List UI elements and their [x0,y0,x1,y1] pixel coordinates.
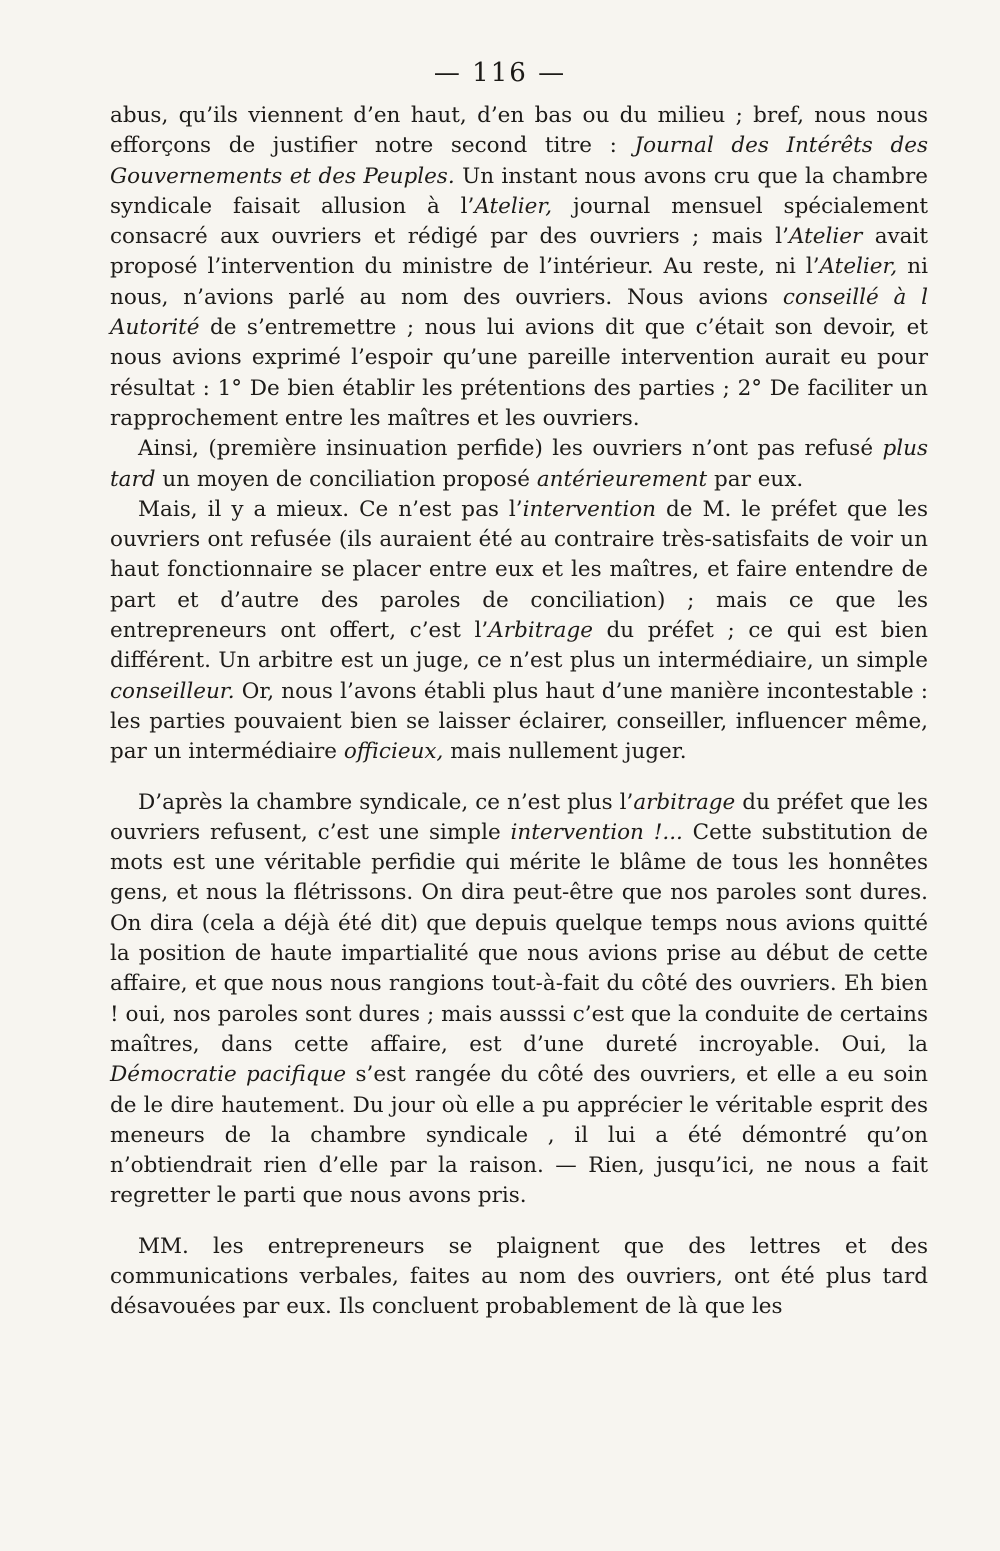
body-text [110,101,928,1323]
text-run: Mais, il y a mieux. Ce n’est pas l’ [138,496,523,522]
text-run: un moyen de conciliation proposé [155,466,537,492]
italic-text: antérieurement [536,466,708,492]
page-number: — 116 — [433,58,567,88]
text-run: du préfet ; ce qui est bien différent. Un arbitre est un juge, ce n’est plus un intermédiaire, un simple [110,618,929,674]
italic-text: officieux, [343,739,444,765]
italic-text: Démocratie pacifique [110,1062,347,1088]
text-run: journal mensuel spécialement consacré aux ouvriers et rédigé par des ouvriers ; mais l’ [110,193,928,250]
italic-text: Atelier [788,224,863,250]
text-run: du préfet que les ouvriers refusent, c’est une simple [110,789,928,845]
paragraph-3 [110,495,928,768]
text-run: s’est rangée du côté des ouvriers, et elle a eu soin de le dire hautement. Du jour où elle a pu apprécier le véritable esprit des meneurs de la chambre syndicale , il lui a été démontré qu’on n’obtiendrait rien d’elle par la raison. — Rien, jusqu’ici, ne nous a fait regretter le parti que nous avons pris. [110,1062,928,1209]
paragraph-2 [110,434,928,495]
italic-text: Atelier, [819,254,898,280]
italic-text: plus tard [110,436,928,492]
italic-text: conseilleur. [110,678,235,704]
text-run: avait proposé l’intervention du ministre de l’intérieur. Au reste, ni l’ [110,224,928,280]
text-run: par eux. [707,466,804,492]
italic-text: intervention !... [510,819,683,845]
italic-text: arbitrage [633,789,736,815]
text-run: de s’entremettre ; nous lui avions dit que c’était son devoir, et nous avions exprimé l’espoir qu’une pareille intervention aurait eu pour résultat : 1° De bien établir les prétentions des parties ; 2° De faciliter un rapprochement entre les maîtres et les ouvriers. [110,315,928,431]
italic-text: intervention [522,496,657,522]
text-run: D’après la chambre syndicale, ce n’est plus l’ [138,789,634,815]
paragraph-4 [110,788,928,1212]
text-run: MM. les entrepreneurs se plaignent que des lettres et des communications verbales, faites au nom des ouvriers, ont été plus tard désavouées par eux. Ils concluent probablement de là que les [110,1233,928,1320]
text-run: mais nullement juger. [443,739,687,765]
text-run: de M. le préfet que les ouvriers ont refusée (ils auraient été au contraire très-satisfaits de voir un haut fonctionnaire se placer entre eux et les maîtres, et faire entendre de part et d’autre des paroles de conciliation) ; mais ce que les entrepreneurs ont offert, c’est l’ [110,496,928,644]
italic-text: Atelier, [474,193,553,219]
text-run: Cette substitution de mots est une véritable perfidie qui mérite le blâme de tous les honnêtes gens, et nous la flétrissons. On dira peut-être que nos paroles sont dures. On dira (cela a déjà été dit) que depuis quelque temps nous avions quitté la position de haute impartialité que nous avions prise au début de cette affaire, et que nous nous rangions tout-à-fait du côté des ouvriers. Eh bien ! oui, nos paroles sont dures ; mais ausssi c’est que la conduite de certains maîtres, dans cette affaire, est d’une dureté incroyable. Oui, la [110,819,928,1057]
italic-text: Journal des Intérêts des Gouvernements et des Peuples. [110,133,928,189]
italic-text: Arbitrage [488,618,593,644]
text-run: Or, nous l’avons établi plus haut d’une manière incontestable : les parties pouvaient bien se laisser éclairer, conseiller, influencer même, par un intermédiaire [110,678,928,765]
text-run: ni nous, n’avions parlé au nom des ouvriers. Nous avions [110,254,928,310]
text-run: Ainsi, (première insinuation perfide) les ouvriers n’ont pas refusé [138,436,883,462]
paragraph-5 [110,1232,928,1323]
text-run: abus, qu’ils viennent d’en haut, d’en bas ou du milieu ; bref, nous nous efforçons de justifier notre second titre : [110,103,928,159]
italic-text: conseillé à l Autorité [110,284,928,341]
paragraph-1 [110,101,928,434]
text-run: Un instant nous avons cru que la chambre syndicale faisait allusion à l’ [110,163,928,219]
